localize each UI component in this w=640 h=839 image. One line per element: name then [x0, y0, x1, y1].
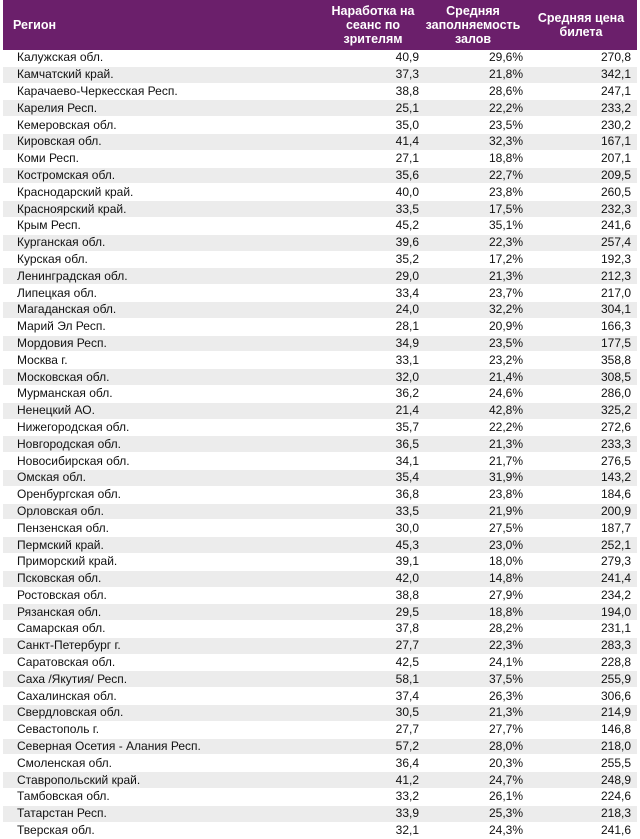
cell-region: Сахалинская обл. [3, 688, 325, 705]
cell-avg-ticket-price: 304,1 [525, 301, 637, 318]
cell-avg-ticket-price: 248,9 [525, 772, 637, 789]
cell-sessions-per-viewers: 37,3 [325, 66, 421, 83]
cell-avg-occupancy: 18,8% [421, 150, 525, 167]
cell-avg-ticket-price: 233,3 [525, 436, 637, 453]
cell-avg-ticket-price: 241,6 [525, 217, 637, 234]
cell-avg-occupancy: 27,5% [421, 520, 525, 537]
cell-region: Рязанская обл. [3, 604, 325, 621]
cell-region: Мурманская обл. [3, 385, 325, 402]
cell-region: Санкт-Петербург г. [3, 637, 325, 654]
cell-sessions-per-viewers: 33,2 [325, 789, 421, 806]
cell-avg-ticket-price: 231,1 [525, 621, 637, 638]
cell-avg-occupancy: 21,3% [421, 268, 525, 285]
cell-avg-ticket-price: 257,4 [525, 234, 637, 251]
cell-avg-ticket-price: 228,8 [525, 654, 637, 671]
cell-avg-ticket-price: 241,4 [525, 570, 637, 587]
table-row [3, 637, 637, 654]
table-row [3, 822, 637, 839]
table-row [3, 654, 637, 671]
cell-sessions-per-viewers: 27,1 [325, 150, 421, 167]
cell-sessions-per-viewers: 36,4 [325, 755, 421, 772]
cell-region: Ненецкий АО. [3, 402, 325, 419]
cell-region: Карачаево-Черкесская Респ. [3, 83, 325, 100]
table-row [3, 604, 637, 621]
table-row [3, 335, 637, 352]
cell-avg-ticket-price: 200,9 [525, 503, 637, 520]
cell-sessions-per-viewers: 21,4 [325, 402, 421, 419]
cell-avg-ticket-price: 342,1 [525, 66, 637, 83]
cell-sessions-per-viewers: 35,6 [325, 167, 421, 184]
cell-avg-ticket-price: 194,0 [525, 604, 637, 621]
table-row [3, 318, 637, 335]
cell-avg-occupancy: 28,2% [421, 621, 525, 638]
cell-sessions-per-viewers: 36,5 [325, 436, 421, 453]
cell-sessions-per-viewers: 58,1 [325, 671, 421, 688]
table-row [3, 184, 637, 201]
cell-avg-occupancy: 20,3% [421, 755, 525, 772]
cell-avg-ticket-price: 279,3 [525, 553, 637, 570]
cell-avg-ticket-price: 255,9 [525, 671, 637, 688]
table-row [3, 520, 637, 537]
cell-region: Ростовская обл. [3, 587, 325, 604]
cell-avg-occupancy: 23,0% [421, 537, 525, 554]
cell-region: Пензенская обл. [3, 520, 325, 537]
cell-avg-ticket-price: 233,2 [525, 100, 637, 117]
cell-avg-ticket-price: 184,6 [525, 486, 637, 503]
cell-region: Татарстан Респ. [3, 805, 325, 822]
cell-avg-occupancy: 14,8% [421, 570, 525, 587]
cell-sessions-per-viewers: 30,5 [325, 705, 421, 722]
cell-avg-ticket-price: 286,0 [525, 385, 637, 402]
table-row [3, 167, 637, 184]
cell-avg-occupancy: 21,7% [421, 453, 525, 470]
cell-avg-occupancy: 28,0% [421, 738, 525, 755]
region-stats-table-container [3, 0, 637, 839]
cell-region: Омская обл. [3, 469, 325, 486]
cell-avg-ticket-price: 218,3 [525, 805, 637, 822]
cell-avg-occupancy: 22,2% [421, 419, 525, 436]
table-row [3, 738, 637, 755]
cell-avg-ticket-price: 224,6 [525, 789, 637, 806]
table-row [3, 705, 637, 722]
cell-avg-occupancy: 22,2% [421, 100, 525, 117]
cell-region: Марий Эл Респ. [3, 318, 325, 335]
cell-avg-occupancy: 20,9% [421, 318, 525, 335]
table-row [3, 369, 637, 386]
cell-region: Приморский край. [3, 553, 325, 570]
cell-sessions-per-viewers: 34,1 [325, 453, 421, 470]
cell-region: Орловская обл. [3, 503, 325, 520]
cell-region: Саха /Якутия/ Респ. [3, 671, 325, 688]
cell-region: Камчатский край. [3, 66, 325, 83]
cell-region: Смоленская обл. [3, 755, 325, 772]
table-row [3, 805, 637, 822]
cell-region: Ставропольский край. [3, 772, 325, 789]
table-row [3, 721, 637, 738]
cell-avg-ticket-price: 283,3 [525, 637, 637, 654]
cell-avg-ticket-price: 209,5 [525, 167, 637, 184]
cell-avg-occupancy: 32,2% [421, 301, 525, 318]
table-row [3, 436, 637, 453]
cell-region: Магаданская обл. [3, 301, 325, 318]
cell-avg-ticket-price: 192,3 [525, 251, 637, 268]
cell-region: Самарская обл. [3, 621, 325, 638]
cell-region: Новосибирская обл. [3, 453, 325, 470]
cell-avg-ticket-price: 187,7 [525, 520, 637, 537]
cell-sessions-per-viewers: 35,0 [325, 117, 421, 134]
cell-avg-ticket-price: 252,1 [525, 537, 637, 554]
cell-avg-occupancy: 22,3% [421, 637, 525, 654]
cell-avg-ticket-price: 270,8 [525, 50, 637, 66]
cell-avg-occupancy: 21,9% [421, 503, 525, 520]
cell-sessions-per-viewers: 36,8 [325, 486, 421, 503]
cell-avg-occupancy: 31,9% [421, 469, 525, 486]
cell-sessions-per-viewers: 35,2 [325, 251, 421, 268]
table-row [3, 503, 637, 520]
cell-avg-occupancy: 27,7% [421, 721, 525, 738]
cell-avg-ticket-price: 306,6 [525, 688, 637, 705]
cell-avg-ticket-price: 272,6 [525, 419, 637, 436]
cell-region: Липецкая обл. [3, 285, 325, 302]
table-row [3, 285, 637, 302]
cell-avg-ticket-price: 217,0 [525, 285, 637, 302]
cell-sessions-per-viewers: 41,4 [325, 133, 421, 150]
table-row [3, 671, 637, 688]
cell-avg-ticket-price: 166,3 [525, 318, 637, 335]
table-row [3, 570, 637, 587]
cell-sessions-per-viewers: 42,0 [325, 570, 421, 587]
table-row [3, 587, 637, 604]
cell-sessions-per-viewers: 36,2 [325, 385, 421, 402]
cell-region: Коми Респ. [3, 150, 325, 167]
cell-sessions-per-viewers: 25,1 [325, 100, 421, 117]
cell-avg-occupancy: 26,1% [421, 789, 525, 806]
cell-avg-ticket-price: 230,2 [525, 117, 637, 134]
cell-sessions-per-viewers: 24,0 [325, 301, 421, 318]
table-row [3, 100, 637, 117]
cell-avg-occupancy: 28,6% [421, 83, 525, 100]
cell-avg-ticket-price: 232,3 [525, 201, 637, 218]
cell-sessions-per-viewers: 28,1 [325, 318, 421, 335]
cell-avg-ticket-price: 167,1 [525, 133, 637, 150]
cell-sessions-per-viewers: 33,5 [325, 503, 421, 520]
cell-avg-ticket-price: 234,2 [525, 587, 637, 604]
cell-avg-ticket-price: 308,5 [525, 369, 637, 386]
table-row [3, 688, 637, 705]
cell-region: Севастополь г. [3, 721, 325, 738]
cell-sessions-per-viewers: 45,3 [325, 537, 421, 554]
cell-avg-occupancy: 23,2% [421, 352, 525, 369]
cell-region: Московская обл. [3, 369, 325, 386]
table-row [3, 117, 637, 134]
cell-sessions-per-viewers: 45,2 [325, 217, 421, 234]
header-row [3, 0, 637, 50]
table-row [3, 234, 637, 251]
cell-avg-ticket-price: 207,1 [525, 150, 637, 167]
cell-sessions-per-viewers: 33,9 [325, 805, 421, 822]
cell-region: Псковская обл. [3, 570, 325, 587]
cell-avg-occupancy: 21,3% [421, 436, 525, 453]
cell-avg-occupancy: 18,8% [421, 604, 525, 621]
cell-avg-ticket-price: 218,0 [525, 738, 637, 755]
cell-sessions-per-viewers: 37,4 [325, 688, 421, 705]
cell-region: Карелия Респ. [3, 100, 325, 117]
cell-sessions-per-viewers: 33,4 [325, 285, 421, 302]
table-row [3, 486, 637, 503]
cell-region: Нижегородская обл. [3, 419, 325, 436]
cell-avg-occupancy: 24,6% [421, 385, 525, 402]
cell-avg-occupancy: 35,1% [421, 217, 525, 234]
region-stats-table [3, 0, 637, 839]
table-row [3, 402, 637, 419]
cell-avg-ticket-price: 241,6 [525, 822, 637, 839]
cell-sessions-per-viewers: 39,1 [325, 553, 421, 570]
cell-avg-occupancy: 26,3% [421, 688, 525, 705]
cell-sessions-per-viewers: 30,0 [325, 520, 421, 537]
cell-avg-ticket-price: 214,9 [525, 705, 637, 722]
cell-avg-ticket-price: 146,8 [525, 721, 637, 738]
table-row [3, 83, 637, 100]
cell-region: Москва г. [3, 352, 325, 369]
cell-region: Оренбургская обл. [3, 486, 325, 503]
table-row [3, 150, 637, 167]
cell-avg-occupancy: 42,8% [421, 402, 525, 419]
cell-avg-occupancy: 23,5% [421, 335, 525, 352]
cell-sessions-per-viewers: 27,7 [325, 721, 421, 738]
table-row [3, 789, 637, 806]
cell-sessions-per-viewers: 40,9 [325, 50, 421, 66]
cell-sessions-per-viewers: 42,5 [325, 654, 421, 671]
cell-sessions-per-viewers: 57,2 [325, 738, 421, 755]
cell-region: Тамбовская обл. [3, 789, 325, 806]
table-row [3, 251, 637, 268]
cell-avg-occupancy: 24,7% [421, 772, 525, 789]
table-header [3, 0, 637, 50]
cell-sessions-per-viewers: 35,7 [325, 419, 421, 436]
header-avg-ticket-price: Средняя цена билета [525, 0, 637, 50]
cell-region: Мордовия Респ. [3, 335, 325, 352]
cell-sessions-per-viewers: 33,5 [325, 201, 421, 218]
table-row [3, 621, 637, 638]
cell-region: Кемеровская обл. [3, 117, 325, 134]
cell-avg-occupancy: 32,3% [421, 133, 525, 150]
table-row [3, 301, 637, 318]
cell-avg-occupancy: 24,1% [421, 654, 525, 671]
table-row [3, 537, 637, 554]
table-body [3, 50, 637, 839]
cell-sessions-per-viewers: 40,0 [325, 184, 421, 201]
cell-region: Крым Респ. [3, 217, 325, 234]
table-row [3, 352, 637, 369]
cell-avg-occupancy: 23,8% [421, 184, 525, 201]
cell-avg-ticket-price: 177,5 [525, 335, 637, 352]
cell-avg-occupancy: 21,4% [421, 369, 525, 386]
cell-sessions-per-viewers: 33,1 [325, 352, 421, 369]
cell-avg-occupancy: 22,3% [421, 234, 525, 251]
cell-sessions-per-viewers: 32,1 [325, 822, 421, 839]
cell-sessions-per-viewers: 35,4 [325, 469, 421, 486]
cell-sessions-per-viewers: 27,7 [325, 637, 421, 654]
table-row [3, 553, 637, 570]
cell-avg-occupancy: 23,7% [421, 285, 525, 302]
cell-region: Краснодарский край. [3, 184, 325, 201]
cell-region: Курганская обл. [3, 234, 325, 251]
table-row [3, 469, 637, 486]
cell-avg-occupancy: 22,7% [421, 167, 525, 184]
table-row [3, 385, 637, 402]
cell-region: Свердловская обл. [3, 705, 325, 722]
cell-region: Саратовская обл. [3, 654, 325, 671]
table-row [3, 755, 637, 772]
cell-avg-occupancy: 17,2% [421, 251, 525, 268]
cell-region: Северная Осетия - Алания Респ. [3, 738, 325, 755]
cell-avg-ticket-price: 143,2 [525, 469, 637, 486]
cell-avg-occupancy: 18,0% [421, 553, 525, 570]
cell-region: Кировская обл. [3, 133, 325, 150]
cell-avg-occupancy: 25,3% [421, 805, 525, 822]
cell-avg-occupancy: 17,5% [421, 201, 525, 218]
cell-avg-ticket-price: 212,3 [525, 268, 637, 285]
cell-sessions-per-viewers: 39,6 [325, 234, 421, 251]
cell-avg-occupancy: 23,5% [421, 117, 525, 134]
table-row [3, 217, 637, 234]
table-row [3, 453, 637, 470]
cell-sessions-per-viewers: 29,0 [325, 268, 421, 285]
cell-region: Курская обл. [3, 251, 325, 268]
cell-sessions-per-viewers: 34,9 [325, 335, 421, 352]
cell-avg-ticket-price: 255,5 [525, 755, 637, 772]
table-row [3, 133, 637, 150]
cell-region: Ленинградская обл. [3, 268, 325, 285]
cell-region: Красноярский край. [3, 201, 325, 218]
cell-avg-ticket-price: 276,5 [525, 453, 637, 470]
cell-sessions-per-viewers: 38,8 [325, 587, 421, 604]
cell-avg-ticket-price: 358,8 [525, 352, 637, 369]
cell-sessions-per-viewers: 37,8 [325, 621, 421, 638]
cell-sessions-per-viewers: 38,8 [325, 83, 421, 100]
cell-avg-occupancy: 24,3% [421, 822, 525, 839]
cell-avg-occupancy: 27,9% [421, 587, 525, 604]
cell-avg-occupancy: 21,3% [421, 705, 525, 722]
cell-avg-ticket-price: 260,5 [525, 184, 637, 201]
cell-avg-occupancy: 23,8% [421, 486, 525, 503]
cell-avg-occupancy: 37,5% [421, 671, 525, 688]
cell-sessions-per-viewers: 41,2 [325, 772, 421, 789]
table-row [3, 772, 637, 789]
table-row [3, 201, 637, 218]
header-region: Регион [3, 0, 325, 50]
cell-region: Тверская обл. [3, 822, 325, 839]
table-row [3, 419, 637, 436]
header-avg-occupancy: Средняя заполняемость залов [421, 0, 525, 50]
table-row [3, 268, 637, 285]
cell-avg-ticket-price: 325,2 [525, 402, 637, 419]
header-sessions-per-viewers: Наработка на сеанс по зрителям [325, 0, 421, 50]
cell-region: Костромская обл. [3, 167, 325, 184]
cell-sessions-per-viewers: 32,0 [325, 369, 421, 386]
cell-sessions-per-viewers: 29,5 [325, 604, 421, 621]
table-row [3, 66, 637, 83]
table-row [3, 50, 637, 66]
cell-region: Калужская обл. [3, 50, 325, 66]
cell-region: Пермский край. [3, 537, 325, 554]
cell-avg-occupancy: 21,8% [421, 66, 525, 83]
cell-avg-ticket-price: 247,1 [525, 83, 637, 100]
cell-avg-occupancy: 29,6% [421, 50, 525, 66]
cell-region: Новгородская обл. [3, 436, 325, 453]
